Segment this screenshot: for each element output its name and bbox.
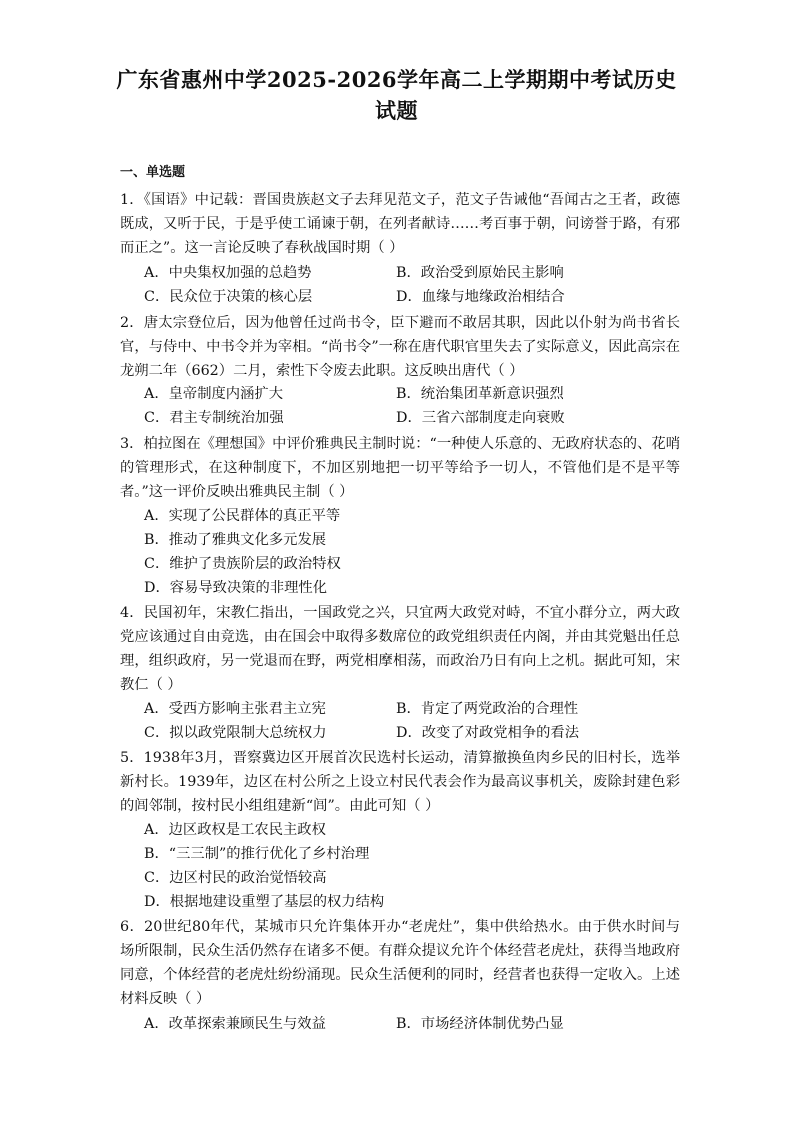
question-4-option-d: D．改变了对政党相争的看法 — [396, 725, 580, 741]
question-5-option-c: C．边区村民的政治觉悟较高 — [144, 870, 327, 886]
question-4-option-a: A．受西方影响主张君主立宪 — [144, 701, 326, 717]
question-2-option-b: B．统治集团革新意识强烈 — [396, 386, 564, 402]
question-4-option-b: B．肯定了两党政治的合理性 — [396, 701, 579, 717]
question-1-option-b: B．政治受到原始民主影响 — [396, 265, 564, 281]
question-1-option-c: C．民众位于决策的核心层 — [144, 289, 313, 305]
question-3-option-c: C．维护了贵族阶层的政治特权 — [144, 556, 341, 572]
question-4-option-c: C．拟以政党限制大总统权力 — [144, 725, 327, 741]
exam-title-line2: 试题 — [375, 98, 418, 123]
question-6-stem: 6．20世纪80年代，某城市只允许集体开办“老虎灶”，集中供给热水。由于供水时间与场所限制，民众生活仍然存在诸多不便。有群众提议允许个体经营老虎灶，获得当地政府同意，个体经营的老虎灶纷纷涌现。民众生活便利的同时，经营者也获得一定收入。上述材料反映（ ） — [120, 919, 680, 1007]
question-5-option-a: A．边区政权是工农民主政权 — [144, 822, 326, 838]
question-1-stem: 1．《国语》中记载：晋国贵族赵文子去拜见范文子，范文子告诫他“吾闻古之王者，政德既成，又听于民，于是乎使工诵谏于朝，在列者献诗……考百事于朝，问谤誉于路，有邪而正之”。这一言论反映了春秋战国时期（ ） — [120, 192, 680, 256]
question-5-option-b: B．“三三制”的推行优化了乡村治理 — [144, 846, 370, 862]
question-1-option-a: A．中央集权加强的总趋势 — [144, 265, 312, 281]
question-3-option-b: B．推动了雅典文化多元发展 — [144, 532, 327, 548]
question-2-stem: 2．唐太宗登位后，因为他曾任过尚书令，臣下避而不敢居其职，因此以仆射为尚书省长官，与侍中、中书令并为宰相。“尚书令”一称在唐代职官里失去了实际意义，因此高宗在龙朔二年（662）二月，索性下令废去此职。这反映出唐代（ ） — [120, 315, 680, 379]
question-2-option-c: C．君主专制统治加强 — [144, 410, 284, 426]
question-5-stem: 5．1938年3月，晋察冀边区开展首次民选村长运动，清算撤换鱼肉乡民的旧村长，选举新村长。1939年，边区在村公所之上设立村民代表会作为最高议事机关，废除封建色彩的闾邻制，按村民小组组建新“闾”。由此可知（ ） — [120, 750, 680, 814]
question-6-option-b: B．市场经济体制优势凸显 — [396, 1016, 564, 1032]
question-1-option-d: D．血缘与地缘政治相结合 — [396, 289, 565, 305]
exam-title — [110, 64, 683, 126]
question-3-option-a: A．实现了公民群体的真正平等 — [144, 508, 341, 524]
question-6-option-a: A．改革探索兼顾民生与效益 — [144, 1016, 326, 1032]
question-3-stem: 3．柏拉图在《理想国》中评价雅典民主制时说：“一种使人乐意的、无政府状态的、花哨的管理形式，在这种制度下，不加区别地把一切平等给予一切人，不管他们是不是平等者。”这一评价反映出雅典民主制（ ） — [120, 436, 680, 500]
exam-title-line1: 广东省惠州中学2025-2026学年高二上学期期中考试历史 — [116, 67, 677, 92]
question-4-stem: 4．民国初年，宋教仁指出，一国政党之兴，只宜两大政党对峙，不宜小群分立，两大政党应该通过自由竞选，由在国会中取得多数席位的政党组织责任内阁，并由其党魁出任总理，组织政府，另一党退而在野，两党相摩相荡，而政治乃日有向上之机。据此可知，宋教仁（ ） — [120, 605, 680, 693]
question-3-option-d: D．容易导致决策的非理性化 — [144, 580, 328, 596]
question-2-option-d: D．三省六部制度走向衰败 — [396, 410, 565, 426]
question-2-option-a: A．皇帝制度内涵扩大 — [144, 386, 283, 402]
question-5-option-d: D．根据地建设重塑了基层的权力结构 — [144, 894, 385, 910]
section-heading: 一、单选题 — [120, 165, 186, 180]
